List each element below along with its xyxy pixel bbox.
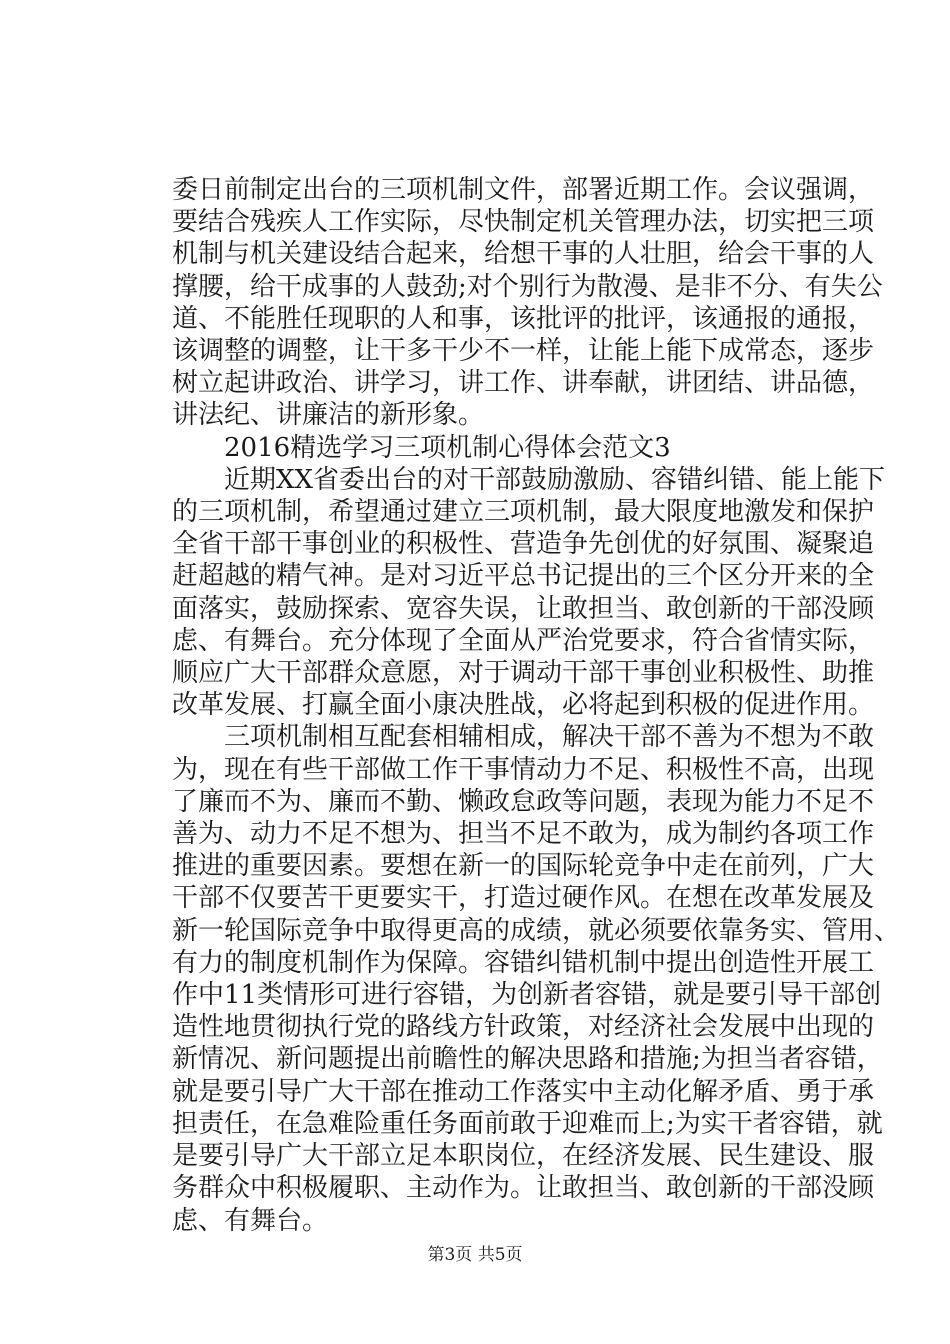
text-line: 全省干部干事创业的积极性、营造争先创优的好氛围、凝聚追 bbox=[172, 529, 875, 560]
text-line: 道、不能胜任现职的人和事，该批评的批评，该通报的通报， bbox=[172, 303, 875, 334]
page-footer bbox=[0, 1240, 950, 1265]
text-line: 三项机制相互配套相辅相成，解决干部不善为不想为不敢 bbox=[172, 722, 875, 753]
text-line: 虑、有舞台。充分体现了全面从严治党要求，符合省情实际， bbox=[172, 625, 875, 656]
paragraph-3 bbox=[172, 721, 901, 1236]
text-line: 作中11类情形可进行容错，为创新者容错，就是要引导干部创 bbox=[172, 980, 882, 1011]
text-line: 干部不仅要苦干更要实干，打造过硬作风。在想在改革发展及 bbox=[172, 883, 875, 914]
text-line: 要结合残疾人工作实际，尽快制定机关管理办法，切实把三项 bbox=[172, 207, 875, 238]
text-line: 赶超越的精气神。是对习近平总书记提出的三个区分开来的全 bbox=[172, 561, 875, 592]
text-line: 为，现在有些干部做工作干事情动力不足、积极性不高，出现 bbox=[172, 754, 875, 785]
text-line: 近期XX省委出台的对干部鼓励激励、容错纠错、能上能下 bbox=[172, 464, 886, 495]
page-number: 第3页 共5页 bbox=[427, 1245, 523, 1265]
text-line: 有力的制度机制作为保障。容错纠错机制中提出创造性开展工 bbox=[172, 947, 875, 978]
text-line: 虑、有舞台。 bbox=[172, 1205, 329, 1236]
document-body bbox=[172, 174, 901, 1237]
text-line: 顺应广大干部群众意愿，对于调动干部干事创业积极性、助推 bbox=[172, 658, 875, 689]
text-line: 的三项机制，希望通过建立三项机制，最大限度地激发和保护 bbox=[172, 497, 875, 528]
text-line: 担责任，在急难险重任务面前敢于迎难而上;为实干者容错，就 bbox=[172, 1108, 883, 1139]
text-line: 该调整的调整，让干多干少不一样，让能上能下成常态，逐步 bbox=[172, 336, 875, 367]
text-line: 善为、动力不足不想为、担当不足不敢为，成为制约各项工作 bbox=[172, 819, 875, 850]
text-line: 讲法纪、讲廉洁的新形象。 bbox=[172, 400, 485, 431]
text-line: 面落实，鼓励探索、宽容失误，让敢担当、敢创新的干部没顾 bbox=[172, 593, 875, 624]
text-line: 推进的重要因素。要想在新一的国际轮竞争中走在前列，广大 bbox=[172, 851, 875, 882]
text-line: 新一轮国际竞争中取得更高的成绩，就必须要依靠务实、管用、 bbox=[172, 915, 901, 946]
paragraph-1 bbox=[172, 174, 883, 432]
section-heading: 2016精选学习三项机制心得体会范文3 bbox=[172, 432, 671, 463]
text-line: 委日前制定出台的三项机制文件，部署近期工作。会议强调， bbox=[172, 175, 875, 205]
text-line: 新情况、新问题提出前瞻性的解决思路和措施;为担当者容错， bbox=[172, 1044, 883, 1075]
text-line: 造性地贯彻执行党的路线方针政策，对经济社会发展中出现的 bbox=[172, 1012, 875, 1043]
text-line: 机制与机关建设结合起来，给想干事的人壮胆，给会干事的人 bbox=[172, 239, 875, 270]
text-line: 了廉而不为、廉而不勤、懒政怠政等问题，表现为能力不足不 bbox=[172, 786, 875, 817]
text-line: 务群众中积极履职、主动作为。让敢担当、敢创新的干部没顾 bbox=[172, 1173, 875, 1204]
paragraph-2 bbox=[172, 464, 886, 722]
text-line: 改革发展、打赢全面小康决胜战，必将起到积极的促进作用。 bbox=[172, 690, 875, 721]
text-line: 树立起讲政治、讲学习，讲工作、讲奉献，讲团结、讲品德， bbox=[172, 368, 875, 399]
text-line: 就是要引导广大干部在推动工作落实中主动化解矛盾、勇于承 bbox=[172, 1076, 875, 1107]
text-line: 撑腰，给干成事的人鼓劲;对个别行为散漫、是非不分、有失公 bbox=[172, 271, 883, 302]
text-line: 是要引导广大干部立足本职岗位，在经济发展、民生建设、服 bbox=[172, 1141, 875, 1172]
